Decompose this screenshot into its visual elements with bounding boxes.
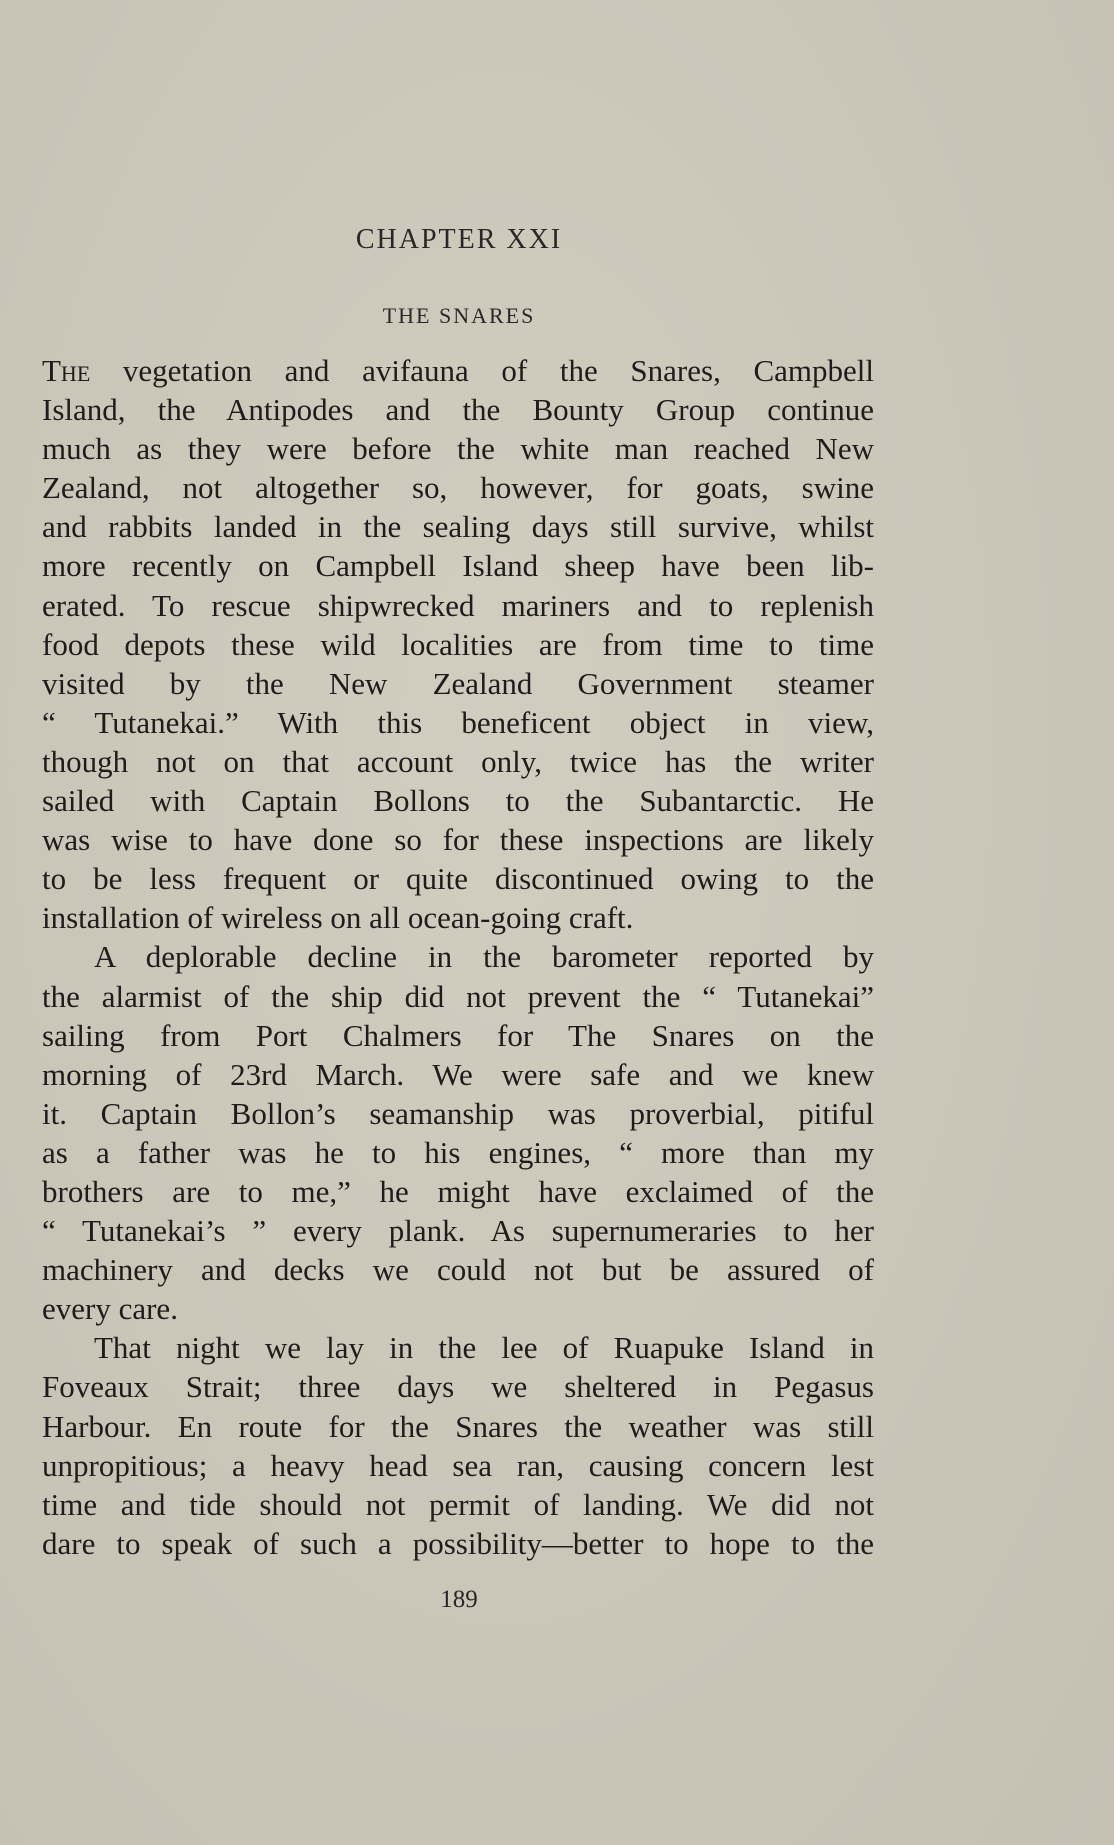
text-line: Harbour. En route for the Snares the weather was still [42,1408,874,1444]
text-line: and rabbits landed in the sealing days still survive, whilst [42,509,874,545]
text-line: sailed with Captain Bollons to the Subantarctic. He [42,783,874,819]
text-line: was wise to have done so for these inspections are likely [42,822,874,858]
text-line: though not on that account only, twice has the writer [42,743,874,779]
text-line: more recently on Campbell Island sheep have been lib- [42,548,874,584]
text-line: food depots these wild localities are from time to time [42,626,874,662]
text-line: The vegetation and avifauna of the Snares, Campbell [42,353,874,388]
paragraph-1 [42,351,874,937]
chapter-heading: CHAPTER XXI [355,224,563,255]
text-line: as a father was he to his engines, “ more than my [42,1134,874,1170]
text-line: erated. To rescue shipwrecked mariners and to replenish [42,587,874,623]
paragraph-2 [42,937,874,1328]
text-line: much as they were before the white man reached New [42,431,874,467]
text-line: installation of wireless on all ocean-going craft. [42,900,634,936]
text-line: dare to speak of such a possibility—better to hope to the [42,1525,874,1561]
text-line: the alarmist of the ship did not prevent the “ Tutanekai” [42,978,874,1014]
text-line: morning of 23rd March. We were safe and we knew [42,1056,874,1092]
text-line: Foveaux Strait; three days we sheltered in Pegasus [42,1369,874,1405]
drop-word: The [42,353,91,388]
paragraph-3 [42,1328,874,1563]
text-line: visited by the New Zealand Government steamer [42,665,874,701]
text-line: Zealand, not altogether so, however, for goats, swine [42,470,874,506]
text-line: That night we lay in the lee of Ruapuke Island in [94,1330,874,1366]
text-line: every care. [42,1291,178,1327]
text-line: time and tide should not permit of landing. We did not [42,1486,874,1522]
text-line: it. Captain Bollon’s seamanship was proverbial, pitiful [42,1095,874,1131]
text-line: A deplorable decline in the barometer reported by [94,939,874,975]
text-line: brothers are to me,” he might have exclaimed of the [42,1173,874,1209]
text-line: machinery and decks we could not but be assured of [42,1252,874,1288]
body-text [42,351,874,1563]
text-line: “ Tutanekai’s ” every plank. As supernumeraries to her [42,1213,874,1249]
page-number: 189 [440,1586,478,1613]
section-title: THE SNARES [382,303,536,328]
text-line: “ Tutanekai.” With this beneficent object in view, [42,704,874,740]
text-line: sailing from Port Chalmers for The Snares on the [42,1017,874,1053]
text-line: unpropitious; a heavy head sea ran, causing concern lest [42,1447,874,1483]
text-line: Island, the Antipodes and the Bounty Group continue [42,392,874,428]
text-line: to be less frequent or quite discontinued owing to the [42,861,874,897]
